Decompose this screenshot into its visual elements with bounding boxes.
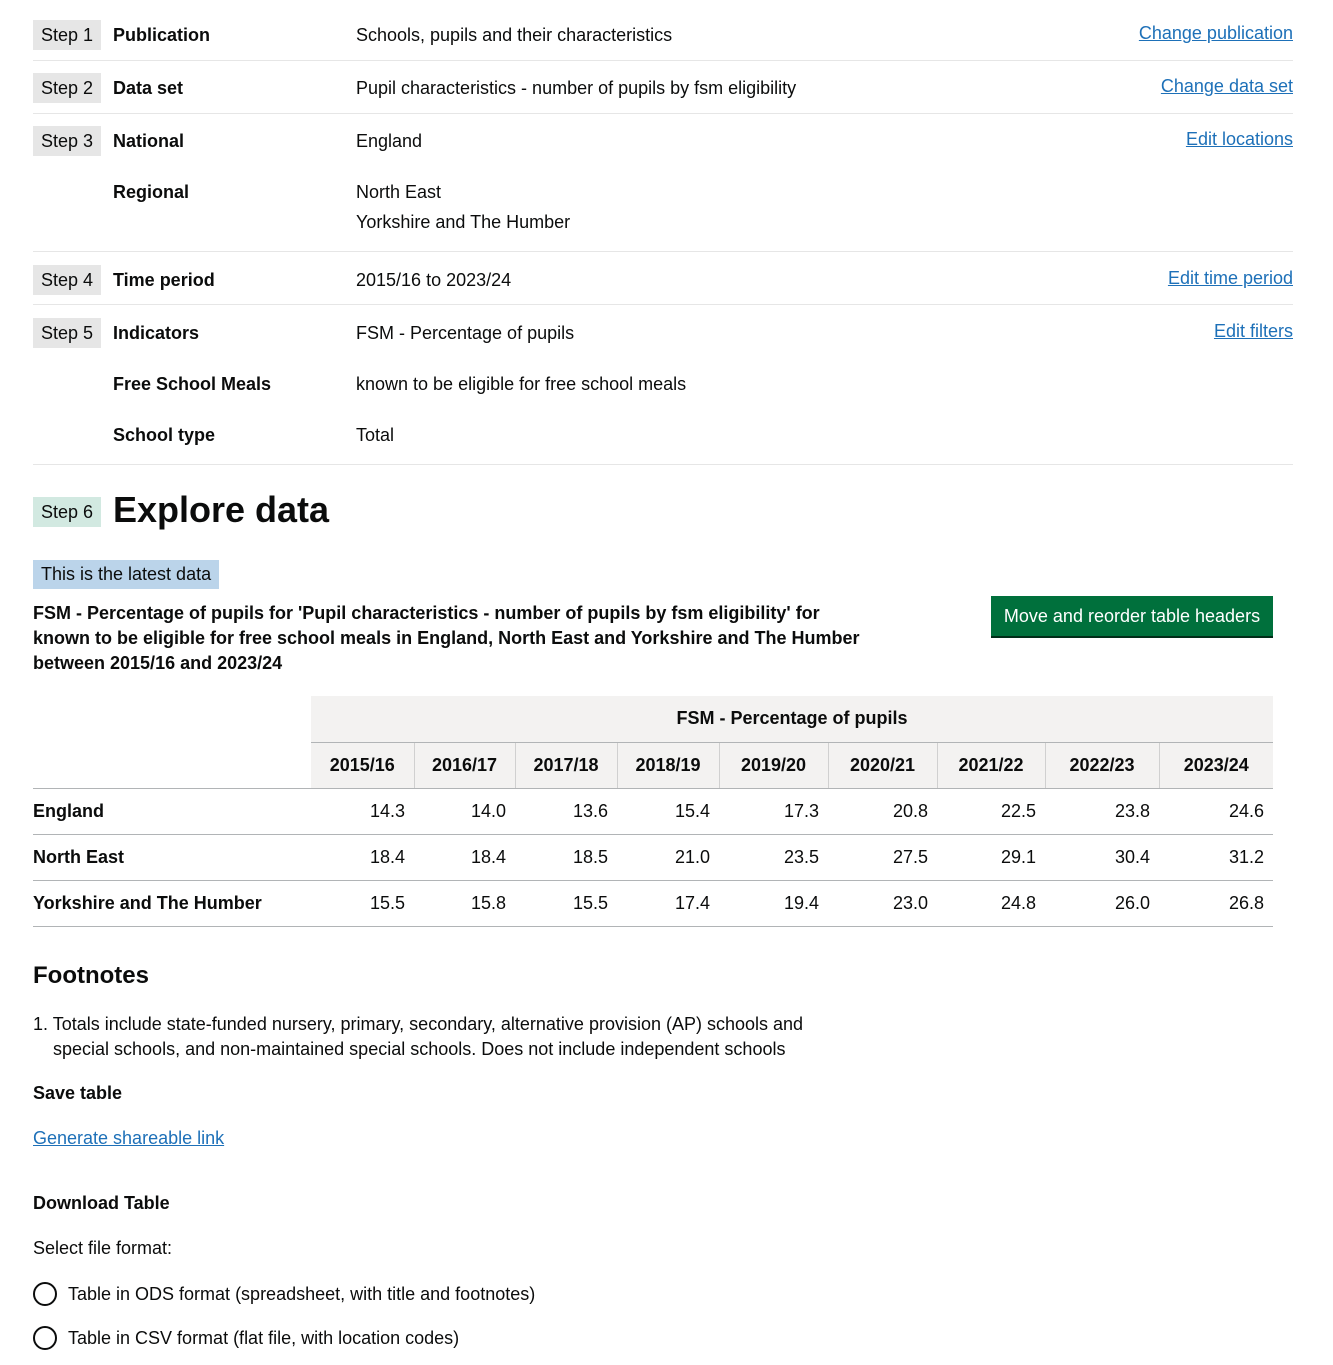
step-2-tag: Step 2: [33, 73, 101, 103]
table-cell: 24.8: [937, 880, 1045, 926]
footnote-item: 1. Totals include state-funded nursery, primary, secondary, alternative provision (AP) schools and special schools, and non-maintained special schools. Does not include independent schools: [33, 1014, 804, 1059]
table-corner: [33, 696, 311, 742]
row-header-north-east: North East: [33, 834, 311, 880]
step-5-row: [33, 305, 1293, 465]
reorder-table-headers-button[interactable]: Move and reorder table headers: [991, 596, 1273, 636]
csv-format-label: Table in CSV format (flat file, with location codes): [68, 1327, 460, 1348]
table-cell: 18.5: [515, 834, 617, 880]
table-cell: 23.5: [719, 834, 828, 880]
table-group-header: FSM - Percentage of pupils: [311, 696, 1273, 742]
table-cell: 18.4: [311, 834, 414, 880]
step-4-value: 2015/16 to 2023/24: [356, 270, 512, 290]
download-table-heading: Download Table: [33, 1193, 170, 1213]
step-3-value-regional-2: Yorkshire and The Humber: [356, 212, 571, 232]
year-header: 2016/17: [414, 742, 515, 788]
step-3-value-national: England: [356, 131, 423, 151]
change-data-set-link[interactable]: Change data set: [1160, 76, 1293, 96]
table-row: [33, 788, 1273, 834]
table-corner-2: [33, 742, 311, 788]
year-header: 2020/21: [828, 742, 937, 788]
step-5-value-indicators: FSM - Percentage of pupils: [356, 323, 575, 343]
data-table: [33, 696, 1273, 927]
year-header: 2015/16: [311, 742, 414, 788]
row-header-england: England: [33, 788, 311, 834]
year-header: 2017/18: [515, 742, 617, 788]
table-cell: 29.1: [937, 834, 1045, 880]
footnotes-heading: Footnotes: [33, 962, 149, 989]
table-cell: 15.4: [617, 788, 719, 834]
step-5-value-school-type: Total: [356, 425, 395, 445]
step-4-label: Time period: [113, 270, 215, 290]
year-header: 2023/24: [1159, 742, 1273, 788]
table-cell: 15.5: [515, 880, 617, 926]
page-title: Explore data: [113, 489, 330, 530]
step-1-value: Schools, pupils and their characteristics: [356, 25, 673, 45]
table-cell: 18.4: [414, 834, 515, 880]
save-table-heading: Save table: [33, 1083, 123, 1103]
table-cell: 26.0: [1045, 880, 1159, 926]
edit-locations-link[interactable]: Edit locations: [1185, 129, 1293, 149]
table-cell: 27.5: [828, 834, 937, 880]
table-cell: 26.8: [1159, 880, 1273, 926]
edit-filters-link[interactable]: Edit filters: [1213, 321, 1293, 341]
table-row: [33, 834, 1273, 880]
step-5-label-school-type: School type: [113, 425, 216, 445]
step-4-row: [33, 252, 1293, 305]
table-cell: 21.0: [617, 834, 719, 880]
table-cell: 15.5: [311, 880, 414, 926]
year-header: 2019/20: [719, 742, 828, 788]
table-cell: 23.8: [1045, 788, 1159, 834]
step-2-label: Data set: [113, 78, 184, 98]
table-cell: 30.4: [1045, 834, 1159, 880]
table-cell: 15.8: [414, 880, 515, 926]
table-cell: 23.0: [828, 880, 937, 926]
table-cell: 22.5: [937, 788, 1045, 834]
table-cell: 17.4: [617, 880, 719, 926]
csv-format-option[interactable]: [33, 1326, 459, 1350]
step-2-row: [33, 61, 1293, 114]
table-cell: 14.0: [414, 788, 515, 834]
generate-shareable-link[interactable]: Generate shareable link: [33, 1128, 225, 1148]
step-3-row: [33, 114, 1293, 252]
select-file-format-label: Select file format:: [33, 1238, 173, 1258]
step-2-value: Pupil characteristics - number of pupils by fsm eligibility: [356, 78, 797, 98]
step-1-row: [33, 0, 1293, 61]
step-4-tag: Step 4: [33, 265, 101, 295]
step-5-label-indicators: Indicators: [113, 323, 200, 343]
step-1-tag: Step 1: [33, 20, 101, 50]
table-cell: 17.3: [719, 788, 828, 834]
row-header-yorkshire: Yorkshire and The Humber: [33, 880, 311, 926]
year-header: 2018/19: [617, 742, 719, 788]
step-5-tag: Step 5: [33, 318, 101, 348]
table-caption: FSM - Percentage of pupils for 'Pupil characteristics - number of pupils by fsm eligibility' for known to be eligible for free school meals in England, North East and Yorkshire and The Humber between 2015/16 and 2023/24: [33, 603, 860, 673]
year-header: 2022/23: [1045, 742, 1159, 788]
change-publication-link[interactable]: Change publication: [1138, 23, 1293, 43]
latest-data-tag: This is the latest data: [33, 560, 219, 589]
edit-time-period-link[interactable]: Edit time period: [1167, 268, 1293, 288]
step-3-tag: Step 3: [33, 126, 101, 156]
step-6-tag: Step 6: [33, 497, 101, 527]
ods-format-option[interactable]: [33, 1282, 535, 1306]
radio-circle-icon[interactable]: [33, 1326, 57, 1350]
step-3-label-regional: Regional: [113, 182, 190, 202]
ods-format-label: Table in ODS format (spreadsheet, with title and footnotes): [68, 1283, 536, 1304]
step-1-label: Publication: [113, 25, 211, 45]
radio-circle-icon[interactable]: [33, 1282, 57, 1306]
table-cell: 19.4: [719, 880, 828, 926]
table-cell: 13.6: [515, 788, 617, 834]
table-cell: 24.6: [1159, 788, 1273, 834]
table-cell: 20.8: [828, 788, 937, 834]
step-3-value-regional-1: North East: [356, 182, 442, 202]
table-cell: 14.3: [311, 788, 414, 834]
step-5-value-fsm: known to be eligible for free school meals: [356, 374, 687, 394]
table-row: [33, 880, 1273, 926]
year-header: 2021/22: [937, 742, 1045, 788]
step-3-label-national: National: [113, 131, 185, 151]
step-5-label-fsm: Free School Meals: [113, 374, 272, 394]
table-cell: 31.2: [1159, 834, 1273, 880]
